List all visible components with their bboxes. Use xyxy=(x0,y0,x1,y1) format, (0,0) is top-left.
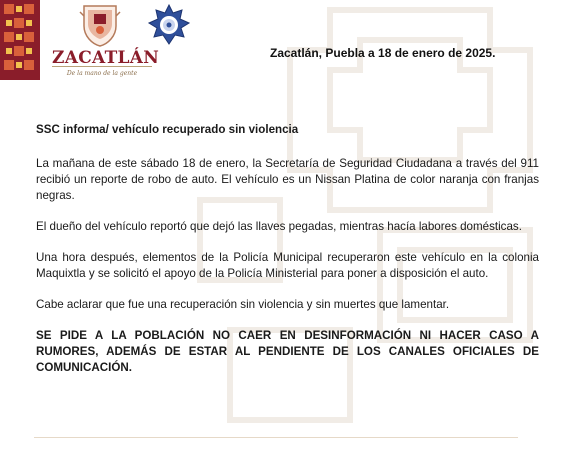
document-body xyxy=(36,122,539,376)
paragraph: Una hora después, elementos de la Policía Municipal recuperaron este vehículo en la colonia Maquixtla y se solicitó el apoyo de la Policía Ministerial para poner a disposición el auto. xyxy=(36,251,539,280)
paragraph: La mañana de este sábado 18 de enero, la Secretaría de Seguridad Ciudadana a través del 911 recibió un reporte de robo de auto. El vehículo es un Nissan Platina de color naranja con franjas negras. xyxy=(36,157,539,202)
paragraph: El dueño del vehículo reportó que dejó las llaves pegadas, mientras hacía labores domésticas. xyxy=(36,220,522,233)
dateline: Zacatlán, Puebla a 18 de enero de 2025. xyxy=(270,46,496,60)
footer-divider xyxy=(34,437,518,438)
paragraph: Cabe aclarar que fue una recuperación sin violencia y sin muertes que lamentar. xyxy=(36,298,450,311)
public-alert-notice: SE PIDE A LA POBLACIÓN NO CAER EN DESINFORMACIÓN NI HACER CASO A RUMORES, ADEMÁS DE ESTAR AL PENDIENTE DE LOS CANALES OFICIALES DE COMUNICACIÓN. xyxy=(36,329,539,374)
logo-wordmark: ZACATLÁN xyxy=(52,48,160,68)
police-star-badge-icon xyxy=(148,4,190,46)
document-heading: SSC informa/ vehículo recuperado sin violencia xyxy=(36,123,299,136)
decorative-pattern-icon xyxy=(0,0,40,80)
coat-of-arms-icon xyxy=(78,2,122,48)
logo-tagline: De la mano de la gente xyxy=(66,70,138,77)
